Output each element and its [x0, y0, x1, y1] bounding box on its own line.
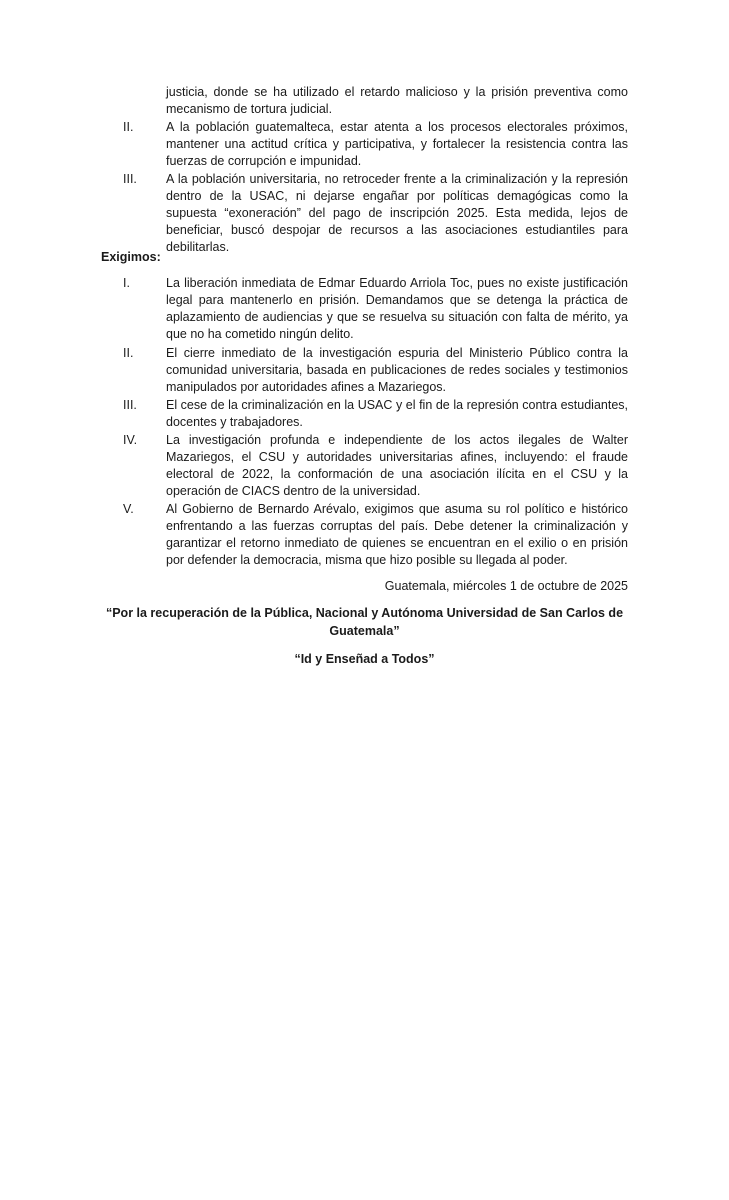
closing-motto: “Por la recuperación de la Pública, Nacional y Autónoma Universidad de San Carlos de Guatemala” [105, 606, 624, 638]
demands-heading: Exigimos: [101, 250, 161, 264]
list-item-text: El cese de la criminalización en la USAC y el fin de la represión contra estudiantes, docentes y trabajadores. [166, 398, 628, 429]
list-item-text: La liberación inmediata de Edmar Eduardo Arriola Toc, pues no existe justificación legal para mantenerlo en prisión. Demandamos que se detenga la práctica de aplazamiento de audiencias y que se resuelva su situación con falta de mérito, ya que no ha cometido ningún delito. [166, 276, 628, 341]
list-item-number: II. [123, 120, 134, 134]
list-item-number: I. [123, 276, 130, 290]
list-item-text: Al Gobierno de Bernardo Arévalo, exigimos que asuma su rol político e histórico enfrentando a las fuerzas corruptas del país. Debe detener la criminalización y garantizar el retorno inmediato de quienes se encuentran en el exilio o en prisión por defender la democracia, misma que hizo posible su llegada al poder. [166, 502, 628, 567]
list-item-number: II. [123, 346, 134, 360]
list-item-text: justicia, donde se ha utilizado el retardo malicioso y la prisión preventiva como mecanismo de tortura judicial. [166, 85, 628, 116]
list-item-text: La investigación profunda e independiente de los actos ilegales de Walter Mazariegos, el CSU y autoridades universitarias afines, incluyendo: el fraude electoral de 2022, la conformación de una asociación ilícita en el CSU y la operación de CIACS dentro de la universidad. [166, 433, 628, 498]
list-item-number: V. [123, 502, 134, 516]
list-item-text: A la población guatemalteca, estar atenta a los procesos electorales próximos, mantener una actitud crítica y participativa, y fortalecer la resistencia contra las fuerzas de corrupción e impunidad. [166, 120, 628, 168]
date-line: Guatemala, miércoles 1 de octubre de 2025 [384, 579, 628, 593]
list-item-number: III. [123, 398, 137, 412]
university-motto: “Id y Enseñad a Todos” [294, 652, 435, 666]
list-item-number: IV. [123, 433, 138, 447]
list-item-number: III. [123, 172, 137, 186]
list-item-text: A la población universitaria, no retroceder frente a la criminalización y la represión dentro de la USAC, ni dejarse engañar por políticas demagógicas como la supuesta “exoneración” del pago de inscripción 2025. Esta medida, lejos de beneficiar, buscó despojar de recursos a las asociaciones estudiantiles para debilitarlas. [166, 172, 628, 254]
list-item-text: El cierre inmediato de la investigación espuria del Ministerio Público contra la comunidad universitaria, basada en publicaciones de redes sociales y testimonios manipulados por autoridades afines a Mazariegos. [166, 346, 628, 394]
